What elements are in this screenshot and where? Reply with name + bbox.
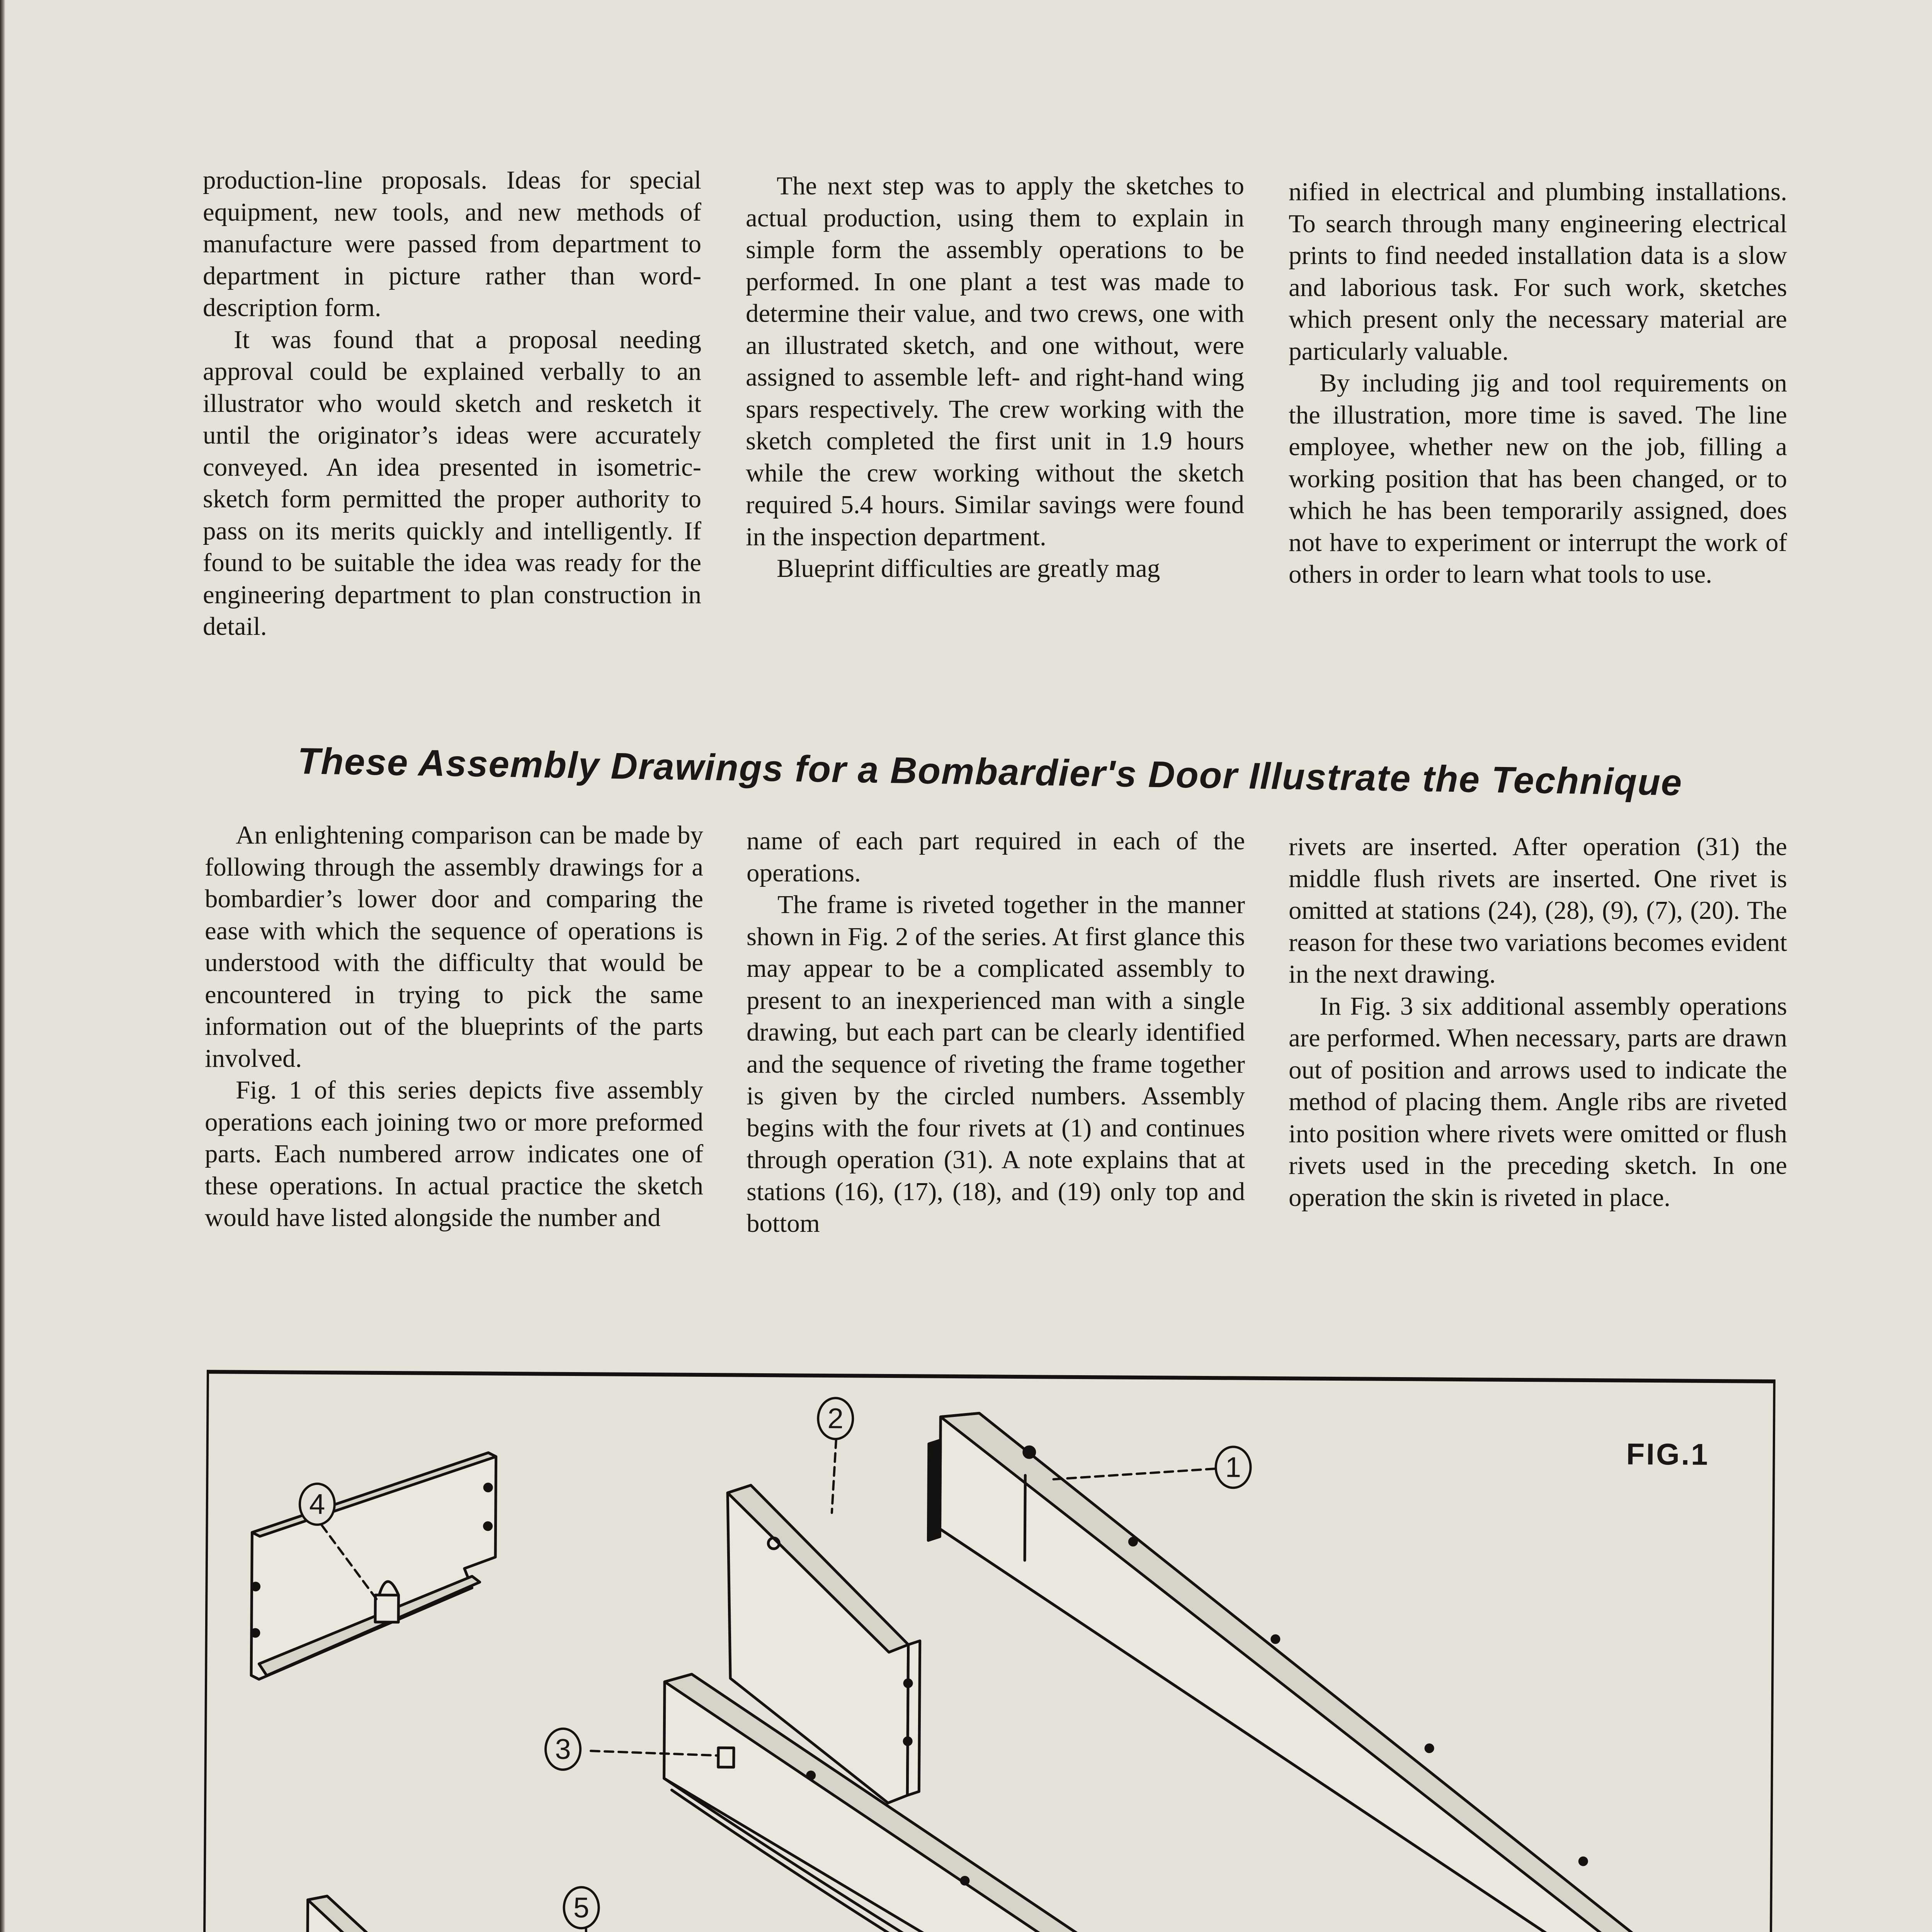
paragraph: In Fig. 3 six additional assembly operations are performed. When necessary, parts are drawn out of position and arrows used to indicate the method of placing them. Angle ribs are riveted into position where rivets were omitted or flush rivets used in the preceding sketch. In one operation the skin is riveted in place. [1289, 992, 1787, 1212]
paragraph: By including jig and tool requirements on the illustration, more time is saved. The line employee, whether new on the job, filling a working position that has been changed, or to which he has been temporarily assigned, does not have to experiment or interrupt the work of others in order to learn what tools to use. [1289, 369, 1787, 588]
assembly-drawing [189, 1370, 1776, 1932]
callout-1: 1 [1214, 1446, 1252, 1489]
paragraph: production-line proposals. Ideas for special equipment, new tools, and new methods of manufacture were passed from department to department in picture rather than word-description form. [203, 166, 701, 322]
paragraph: It was found that a proposal needing approval could be explained verbally to an illustrator who would sketch and resketch it until the originator’s ideas were accurately conveyed. An idea presented in isometric-sketch form permitted the proper authority to pass on its merits quickly and intelligently. If found to be suitable the idea was ready for the engineering department to plan construction in detail. [203, 325, 701, 641]
text-column-top-1 [203, 164, 701, 643]
callout-3: 3 [544, 1728, 582, 1771]
callout-4: 4 [299, 1483, 336, 1526]
leader-arrow-2 [832, 1439, 836, 1513]
paragraph: name of each part required in each of the operations. [747, 827, 1245, 887]
text-column-bottom-2 [747, 825, 1245, 1240]
part-cross-assembly [305, 1896, 733, 1932]
text-column-top-2 [746, 170, 1244, 585]
section-headline: These Assembly Drawings for a Bombardier's Door Illustrate the Technique [297, 740, 1683, 804]
text-column-top-3 [1289, 176, 1787, 590]
part-rectangular-frame [251, 1451, 496, 1681]
paragraph: Fig. 1 of this series depicts five assembly operations each joining two or more preformed parts. Each numbered arrow indicates one of these operations. In actual practice the sketch would have listed alongside the number and [205, 1076, 703, 1232]
text-column-bottom-3 [1289, 831, 1787, 1213]
part-long-tapered-spar [925, 1413, 1706, 1932]
assembly-figure [189, 1370, 1776, 1932]
text-column-bottom-1 [205, 819, 703, 1234]
figure-label: FIG.1 [1626, 1437, 1710, 1471]
paragraph: The frame is riveted together in the manner shown in Fig. 2 of the series. At first glance this may appear to be a complicated assembly to present to an inexperienced man with a single drawing, but each part can be clearly identified and the sequence of riveting the frame together is given by the circled numbers. Assembly begins with the four rivets at (1) and continues through operation (31). A note explains that at stations (16), (17), (18), and (19) only top and bottom [747, 890, 1245, 1238]
paragraph: The next step was to apply the sketches to actual production, using them to explain in simple form the assembly operations to be performed. In one plant a test was made to determine their value, and two crews, one with an illustrated sketch, and one without, were assigned to assemble left- and right-hand wing spars respectively. The crew working with the sketch completed the first unit in 1.9 hours while the crew working without the sketch required 5.4 hours. Similar savings were found in the inspection department. [746, 172, 1244, 551]
paragraph: An enlightening comparison can be made by following through the assembly drawings for a bombardier’s lower door and comparing the ease with which the sequence of operations is understood with the difficulty that would be encountered in trying to pick the same information out of the blueprints of the parts involved. [205, 821, 703, 1073]
paragraph: nified in electrical and plumbing installations. To search through many engineering electrical prints to find needed installation data is a slow and laborious task. For such work, sketches which present only the necessary material are particularly valuable. [1289, 177, 1787, 366]
page-binding-edge [0, 0, 5, 1932]
callout-5: 5 [563, 1886, 600, 1930]
paragraph: rivets are inserted. After operation (31) the middle flush rivets are inserted. One rivet is omitted at stations (24), (28), (9), (7), (20). The reason for these two variations becomes evident in the next drawing. [1289, 832, 1787, 988]
paragraph: Blueprint difficulties are greatly mag [777, 554, 1160, 583]
callout-2: 2 [817, 1397, 854, 1440]
leader-arrow-1 [1052, 1468, 1214, 1481]
